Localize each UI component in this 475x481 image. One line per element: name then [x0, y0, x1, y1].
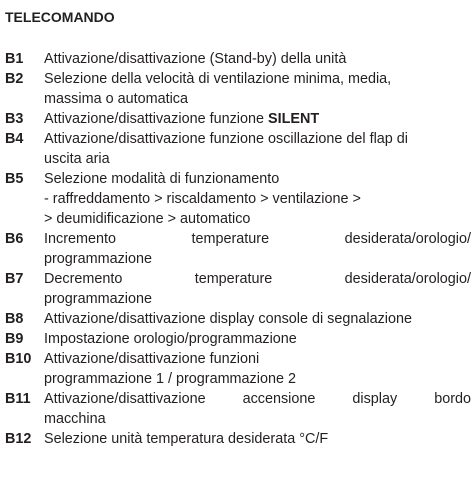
- list-item-b8: [5, 309, 471, 329]
- item-line: programmazione: [44, 251, 152, 267]
- item-description: [44, 429, 471, 449]
- item-code: B1: [5, 51, 24, 67]
- item-line: Attivazione/disattivazione funzione oscillazione del flap di: [44, 131, 408, 147]
- item-code: B5: [5, 171, 24, 187]
- list-item-b1: [5, 49, 471, 69]
- item-code: B11: [5, 391, 31, 407]
- list-item-b3: [5, 109, 471, 129]
- item-code: B12: [5, 431, 32, 447]
- item-description: [44, 229, 471, 269]
- item-line: programmazione 1 / programmazione 2: [44, 371, 296, 387]
- item-description: [44, 329, 471, 349]
- item-line: [44, 109, 471, 129]
- item-line: > deumidificazione > automatico: [44, 211, 251, 227]
- list-item-b9: [5, 329, 471, 349]
- item-description: [44, 309, 471, 329]
- item-description: [44, 109, 471, 129]
- item-line: Incremento temperature desiderata/orologio/: [44, 231, 471, 247]
- item-line: Selezione modalità di funzionamento: [44, 171, 280, 187]
- item-line: uscita aria: [44, 151, 110, 167]
- item-description: [44, 49, 471, 69]
- item-line: Selezione unità temperatura desiderata °C/F: [44, 431, 329, 447]
- item-line: programmazione: [44, 291, 152, 307]
- item-code: B10: [5, 351, 32, 367]
- page-title: TELECOMANDO: [5, 9, 115, 25]
- list-item-b12: [5, 429, 471, 449]
- item-code: B9: [5, 331, 24, 347]
- item-line: Attivazione/disattivazione accensione display bordo: [44, 391, 471, 407]
- item-description: [44, 169, 471, 229]
- list-item-b4: [5, 129, 471, 169]
- item-bold-text: SILENT: [268, 111, 320, 127]
- item-code: B3: [5, 111, 24, 127]
- item-line: Selezione della velocità di ventilazione minima, media,: [44, 71, 392, 87]
- item-description: [44, 349, 471, 389]
- item-line: Impostazione orologio/programmazione: [44, 331, 297, 347]
- item-description: [44, 389, 471, 429]
- item-description: [44, 269, 471, 309]
- button-legend-list: [5, 49, 471, 449]
- item-line: Attivazione/disattivazione funzioni: [44, 351, 260, 367]
- list-item-b5: [5, 169, 471, 229]
- item-line: Attivazione/disattivazione (Stand-by) della unità: [44, 51, 347, 67]
- item-description: [44, 129, 471, 169]
- item-line: - raffreddamento > riscaldamento > ventilazione >: [44, 191, 361, 207]
- item-line: Attivazione/disattivazione display console di segnalazione: [44, 311, 412, 327]
- item-line: massima o automatica: [44, 91, 188, 107]
- item-line: Decremento temperature desiderata/orologio/: [44, 271, 471, 287]
- item-code: B2: [5, 71, 24, 87]
- list-item-b2: [5, 69, 471, 109]
- item-code: B4: [5, 131, 24, 147]
- item-code: B8: [5, 311, 24, 327]
- list-item-b6: [5, 229, 471, 269]
- item-description: [44, 69, 471, 109]
- item-code: B7: [5, 271, 24, 287]
- list-item-b10: [5, 349, 471, 389]
- item-line: macchina: [44, 411, 106, 427]
- item-code: B6: [5, 231, 24, 247]
- list-item-b11: [5, 389, 471, 429]
- list-item-b7: [5, 269, 471, 309]
- item-text: Attivazione/disattivazione funzione: [44, 111, 268, 127]
